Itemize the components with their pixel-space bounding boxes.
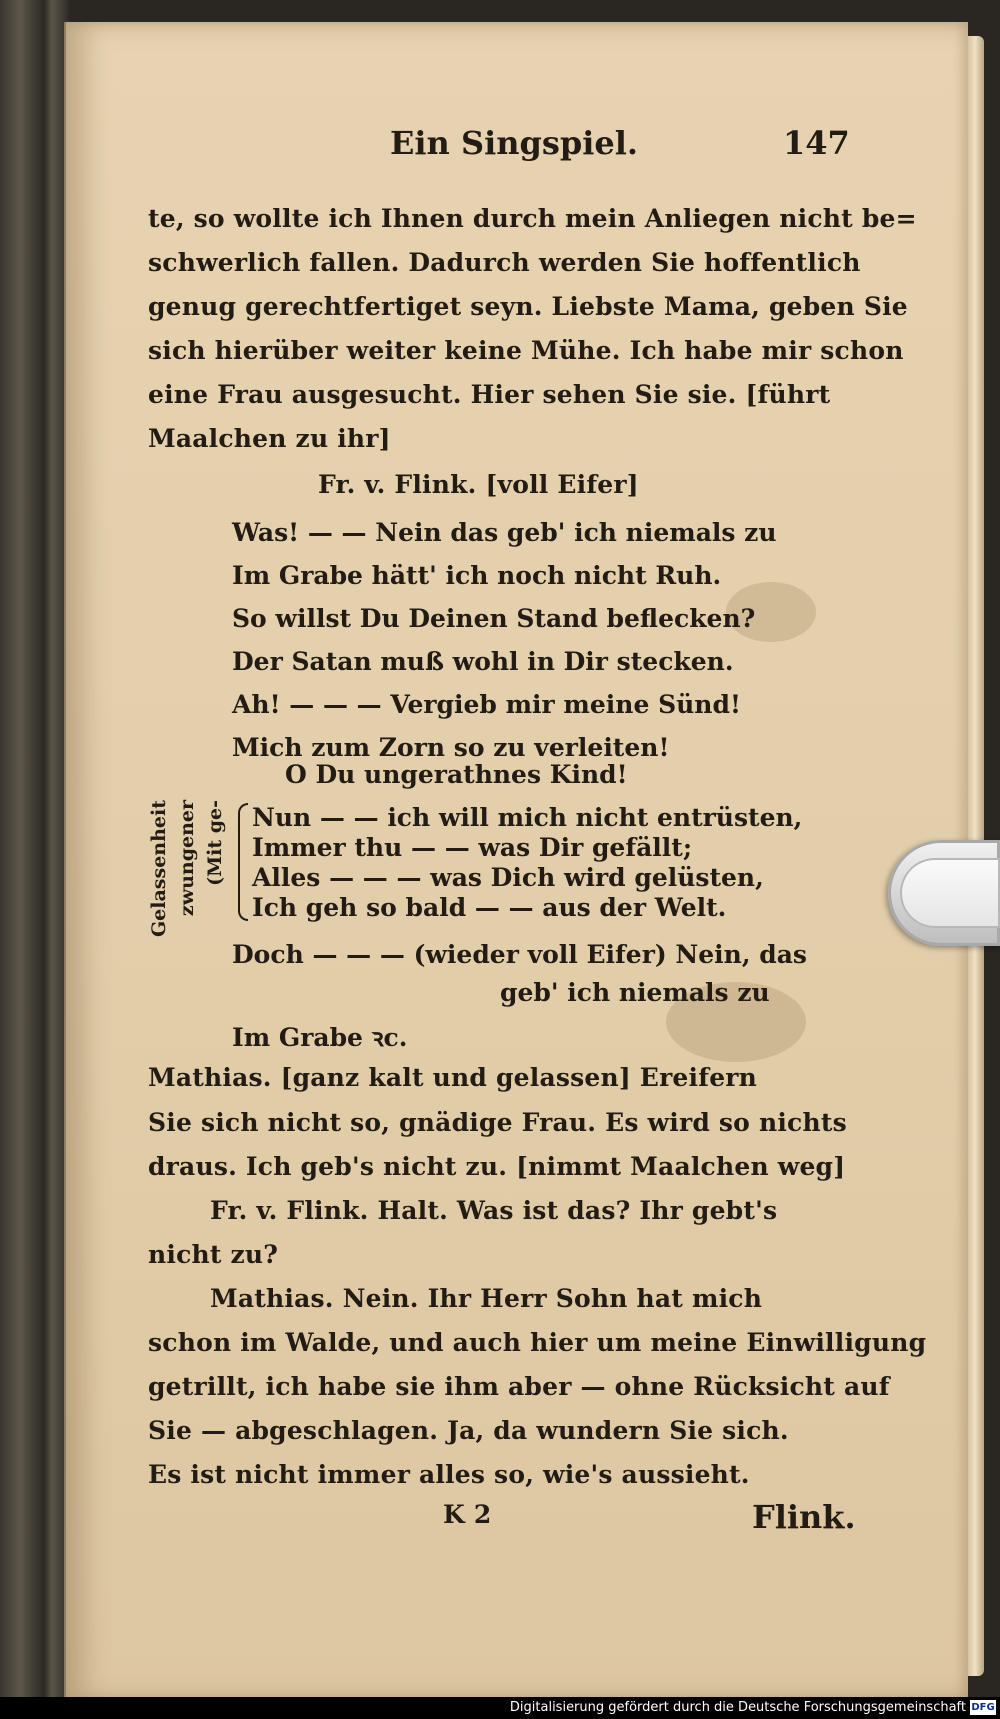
dfg-logo[interactable]: DFG [971, 1702, 995, 1713]
stage-direction-vertical [146, 800, 236, 938]
dialogue-line: Mathias. [ganz kalt und gelassen] Ereifern [148, 1063, 758, 1092]
verse-line: O Du ungerathnes Kind! [285, 760, 628, 789]
bracket-verse-line: Alles — — — was Dich wird gelüsten, [252, 863, 764, 892]
dialogue-line: nicht zu? [148, 1240, 279, 1269]
side-note-line: (Mit ge- [204, 800, 226, 886]
verse-line: Im Grabe ꝛc. [232, 1023, 408, 1052]
speaker-heading: Fr. v. Flink. [voll Eifer] [318, 470, 639, 499]
text-line: sich hierüber weiter keine Mühe. Ich habe mir schon [148, 336, 904, 365]
dialogue-line: Fr. v. Flink. Halt. Was ist das? Ihr gebt's [210, 1196, 778, 1225]
dialogue-line: Es ist nicht immer alles so, wie's aussieht. [148, 1460, 750, 1489]
dialogue-line: Mathias. Nein. Ihr Herr Sohn hat mich [210, 1284, 763, 1313]
verse-line: So willst Du Deinen Stand beflecken? [232, 604, 756, 633]
dialogue-line: Sie — abgeschlagen. Ja, da wundern Sie sich. [148, 1416, 789, 1445]
dialogue-line: getrillt, ich habe sie ihm aber — ohne Rücksicht auf [148, 1372, 890, 1401]
verse-line: geb' ich niemals zu [500, 978, 770, 1007]
side-note-line: Gelassenheit [148, 800, 170, 938]
text-line: te, so wollte ich Ihnen durch mein Anliegen nicht be= [148, 204, 917, 233]
verse-line: Der Satan muß wohl in Dir stecken. [232, 647, 734, 676]
verse-line: Doch — — — (wieder voll Eifer) Nein, das [232, 940, 807, 969]
dialogue-line: Sie sich nicht so, gnädige Frau. Es wird so nichts [148, 1108, 847, 1137]
text-line: eine Frau ausgesucht. Hier sehen Sie sie. [führt [148, 380, 831, 409]
verse-bracket [238, 803, 248, 921]
text-line: genug gerechtfertiget seyn. Liebste Mama, geben Sie [148, 292, 908, 321]
bracket-verse-line: Ich geh so bald — — aus der Welt. [252, 893, 727, 922]
verse-line: Mich zum Zorn so zu verleiten! [232, 733, 670, 762]
signature-mark: K 2 [443, 1500, 492, 1529]
dialogue-line: schon im Walde, und auch hier um meine Einwilligung [148, 1328, 927, 1357]
verse-line: Was! — — Nein das geb' ich niemals zu [232, 518, 777, 547]
verse-line: Ah! — — — Vergieb mir meine Sünd! [232, 690, 741, 719]
paper-clip-loop [900, 858, 1000, 928]
running-title: Ein Singspiel. [390, 124, 639, 162]
side-note-line: zwungener [176, 800, 198, 917]
verse-line: Im Grabe hätt' ich noch nicht Ruh. [232, 561, 722, 590]
dialogue-line: draus. Ich geb's nicht zu. [nimmt Maalchen weg] [148, 1152, 846, 1181]
text-line: Maalchen zu ihr] [148, 424, 391, 453]
page-number: 147 [783, 124, 850, 162]
bracket-verse-line: Immer thu — — was Dir gefällt; [252, 833, 693, 862]
text-line: schwerlich fallen. Dadurch werden Sie hoffentlich [148, 248, 861, 277]
bracket-verse-line: Nun — — ich will mich nicht entrüsten, [252, 803, 803, 832]
funding-notice: Digitalisierung gefördert durch die Deutsche Forschungsgemeinschaft [509, 1700, 966, 1715]
catchword: Flink. [752, 1498, 856, 1536]
